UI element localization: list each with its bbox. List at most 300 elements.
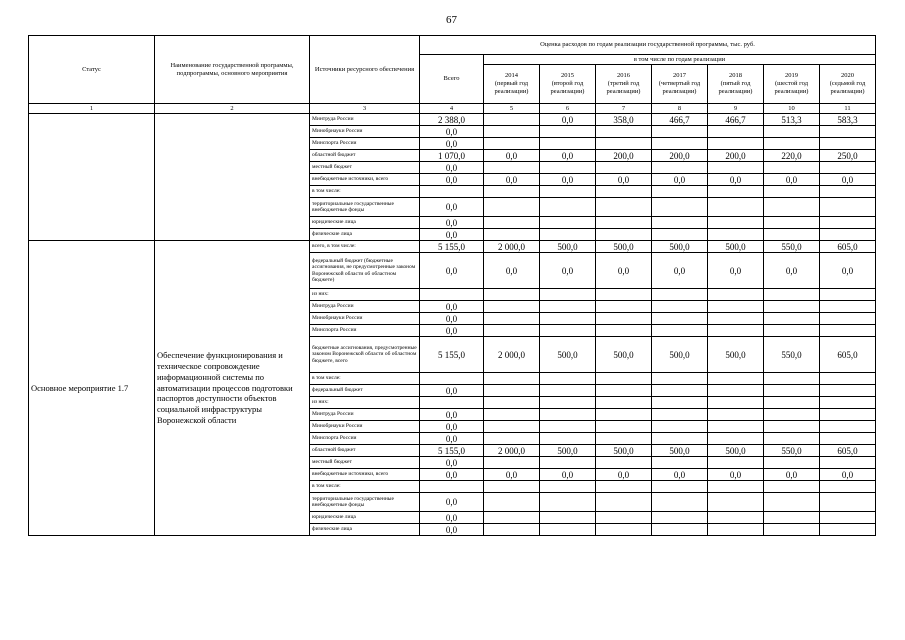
year-value-cell: 550,0	[764, 241, 820, 253]
year-value-cell	[764, 301, 820, 313]
year-value-cell	[764, 512, 820, 524]
table-body	[29, 114, 876, 536]
year-value-cell: 0,0	[764, 174, 820, 186]
source-cell: Минспорта России	[310, 433, 420, 445]
year-value-cell: 500,0	[540, 445, 596, 457]
year-value-cell	[820, 186, 876, 198]
header-by-years: в том числе по годам реализации	[484, 55, 876, 65]
year-value-cell	[820, 397, 876, 409]
total-value-cell: 0,0	[420, 313, 484, 325]
year-value-cell: 0,0	[596, 174, 652, 186]
column-number: 7	[596, 104, 652, 114]
year-value-cell	[708, 524, 764, 536]
year-value-cell	[540, 325, 596, 337]
year-value-cell	[484, 186, 540, 198]
header-name: Наименование государственной программы, подпрограммы, основного мероприятия	[155, 36, 310, 104]
year-value-cell	[708, 126, 764, 138]
year-value-cell	[708, 457, 764, 469]
source-cell: территориальные государственные внебюджетные фонды	[310, 493, 420, 512]
year-value-cell	[764, 162, 820, 174]
year-value-cell: 200,0	[708, 150, 764, 162]
year-value-cell: 0,0	[764, 469, 820, 481]
total-value-cell: 1 070,0	[420, 150, 484, 162]
year-value-cell	[484, 397, 540, 409]
year-value-cell	[540, 512, 596, 524]
table-header	[29, 36, 876, 114]
column-number: 11	[820, 104, 876, 114]
year-value-cell	[484, 138, 540, 150]
year-value-cell: 0,0	[764, 253, 820, 289]
year-value-cell	[652, 313, 708, 325]
total-value-cell: 0,0	[420, 524, 484, 536]
year-value-cell: 500,0	[708, 337, 764, 373]
year-value-cell	[652, 301, 708, 313]
source-cell: областной бюджет	[310, 150, 420, 162]
year-value-cell	[484, 457, 540, 469]
total-value-cell: 0,0	[420, 433, 484, 445]
source-cell: Минобрнауки России	[310, 313, 420, 325]
year-value-cell	[596, 313, 652, 325]
year-value-cell	[540, 126, 596, 138]
year-value-cell	[764, 126, 820, 138]
year-value-cell	[820, 385, 876, 397]
year-value-cell: 0,0	[540, 114, 596, 126]
source-cell: в том числе:	[310, 186, 420, 198]
source-cell: всего, в том числе:	[310, 241, 420, 253]
year-value-cell	[484, 409, 540, 421]
year-value-cell	[596, 289, 652, 301]
year-value-cell	[820, 512, 876, 524]
year-value-cell	[764, 138, 820, 150]
year-label: 2018	[729, 72, 742, 79]
year-value-cell	[652, 198, 708, 217]
year-value-cell	[820, 373, 876, 385]
year-value-cell	[540, 198, 596, 217]
year-value-cell	[596, 397, 652, 409]
year-value-cell: 0,0	[596, 253, 652, 289]
total-value-cell: 2 388,0	[420, 114, 484, 126]
year-value-cell: 250,0	[820, 150, 876, 162]
year-value-cell: 2 000,0	[484, 337, 540, 373]
year-value-cell	[708, 162, 764, 174]
header-sources: Источники ресурсного обеспечения	[310, 36, 420, 104]
total-value-cell	[420, 481, 484, 493]
year-value-cell	[820, 493, 876, 512]
column-number: 2	[155, 104, 310, 114]
year-value-cell	[540, 138, 596, 150]
year-value-cell	[484, 114, 540, 126]
source-cell: физические лица	[310, 229, 420, 241]
total-value-cell: 0,0	[420, 198, 484, 217]
year-value-cell	[820, 409, 876, 421]
year-value-cell	[652, 433, 708, 445]
year-value-cell	[540, 397, 596, 409]
year-value-cell	[708, 325, 764, 337]
year-value-cell	[596, 457, 652, 469]
total-value-cell: 5 155,0	[420, 241, 484, 253]
year-value-cell	[652, 385, 708, 397]
year-value-cell	[540, 229, 596, 241]
column-number: 5	[484, 104, 540, 114]
source-cell: в том числе:	[310, 373, 420, 385]
year-value-cell	[820, 289, 876, 301]
source-cell: в том числе:	[310, 481, 420, 493]
year-value-cell	[764, 524, 820, 536]
header-year	[484, 65, 540, 104]
total-value-cell: 0,0	[420, 469, 484, 481]
year-value-cell: 200,0	[652, 150, 708, 162]
year-value-cell	[484, 126, 540, 138]
year-value-cell	[708, 433, 764, 445]
year-value-cell	[820, 313, 876, 325]
total-value-cell: 0,0	[420, 385, 484, 397]
year-value-cell	[764, 457, 820, 469]
total-value-cell: 0,0	[420, 421, 484, 433]
header-year	[820, 65, 876, 104]
year-value-cell	[820, 481, 876, 493]
source-cell: федеральный бюджет (бюджетные ассигнования, не предусмотренные законом Воронежской области об областном бюджете)	[310, 253, 420, 289]
total-value-cell: 5 155,0	[420, 445, 484, 457]
year-value-cell	[820, 433, 876, 445]
year-value-cell	[708, 385, 764, 397]
year-label: 2016	[617, 72, 630, 79]
year-note: (первый год реализации)	[494, 80, 529, 95]
source-cell: Минспорта России	[310, 138, 420, 150]
year-value-cell	[764, 289, 820, 301]
year-value-cell	[652, 457, 708, 469]
year-value-cell	[820, 457, 876, 469]
header-year	[652, 65, 708, 104]
year-value-cell: 500,0	[596, 241, 652, 253]
budget-table	[28, 35, 876, 536]
source-cell: местный бюджет	[310, 457, 420, 469]
year-value-cell: 0,0	[820, 469, 876, 481]
year-label: 2015	[561, 72, 574, 79]
source-cell: юридические лица	[310, 217, 420, 229]
year-value-cell	[540, 493, 596, 512]
year-note: (пятый год реализации)	[718, 80, 753, 95]
year-value-cell	[820, 301, 876, 313]
total-value-cell: 0,0	[420, 493, 484, 512]
year-value-cell	[652, 186, 708, 198]
year-value-cell	[596, 481, 652, 493]
year-value-cell	[596, 301, 652, 313]
year-value-cell: 500,0	[540, 337, 596, 373]
year-value-cell	[596, 493, 652, 512]
total-value-cell: 0,0	[420, 512, 484, 524]
year-value-cell	[764, 229, 820, 241]
year-value-cell	[764, 493, 820, 512]
total-value-cell: 0,0	[420, 253, 484, 289]
source-cell: областной бюджет	[310, 445, 420, 457]
year-value-cell: 500,0	[540, 241, 596, 253]
year-value-cell: 0,0	[596, 469, 652, 481]
year-value-cell	[708, 138, 764, 150]
year-value-cell	[596, 138, 652, 150]
year-value-cell	[596, 198, 652, 217]
column-number: 8	[652, 104, 708, 114]
year-value-cell: 605,0	[820, 337, 876, 373]
program-name-cell	[155, 114, 310, 241]
year-value-cell	[540, 217, 596, 229]
year-value-cell	[540, 524, 596, 536]
year-value-cell	[820, 126, 876, 138]
year-value-cell	[652, 162, 708, 174]
total-value-cell: 5 155,0	[420, 337, 484, 373]
year-value-cell: 0,0	[708, 253, 764, 289]
year-value-cell: 2 000,0	[484, 241, 540, 253]
year-value-cell: 0,0	[540, 150, 596, 162]
year-value-cell	[820, 198, 876, 217]
source-cell: федеральный бюджет	[310, 385, 420, 397]
year-value-cell	[708, 198, 764, 217]
total-value-cell: 0,0	[420, 174, 484, 186]
year-value-cell: 0,0	[652, 253, 708, 289]
year-value-cell	[540, 457, 596, 469]
total-value-cell: 0,0	[420, 162, 484, 174]
year-value-cell	[596, 373, 652, 385]
year-value-cell: 0,0	[540, 174, 596, 186]
year-value-cell: 466,7	[708, 114, 764, 126]
year-value-cell	[652, 289, 708, 301]
year-value-cell: 0,0	[652, 469, 708, 481]
year-value-cell	[484, 433, 540, 445]
table-row	[29, 241, 876, 253]
year-note: (седьмой год реализации)	[829, 80, 866, 95]
total-value-cell: 0,0	[420, 138, 484, 150]
year-note: (второй год реализации)	[550, 80, 585, 95]
year-value-cell	[764, 186, 820, 198]
year-value-cell	[764, 313, 820, 325]
year-value-cell: 550,0	[764, 337, 820, 373]
year-value-cell	[652, 217, 708, 229]
year-value-cell: 550,0	[764, 445, 820, 457]
year-value-cell: 0,0	[540, 469, 596, 481]
source-cell: внебюджетные источники, всего	[310, 469, 420, 481]
total-value-cell: 0,0	[420, 217, 484, 229]
year-value-cell	[708, 481, 764, 493]
year-value-cell	[708, 421, 764, 433]
year-value-cell	[764, 217, 820, 229]
year-value-cell	[652, 325, 708, 337]
year-value-cell	[596, 433, 652, 445]
total-value-cell: 0,0	[420, 229, 484, 241]
source-cell: бюджетные ассигнования, предусмотренные законом Воронежской области об областном бюджете, всего	[310, 337, 420, 373]
header-year	[596, 65, 652, 104]
header-total: Всего	[420, 55, 484, 104]
year-value-cell	[540, 301, 596, 313]
year-value-cell	[540, 373, 596, 385]
year-value-cell	[820, 138, 876, 150]
year-value-cell: 583,3	[820, 114, 876, 126]
year-value-cell	[652, 229, 708, 241]
year-value-cell	[652, 397, 708, 409]
year-value-cell	[708, 313, 764, 325]
year-value-cell	[652, 126, 708, 138]
year-value-cell: 0,0	[484, 469, 540, 481]
source-cell: физические лица	[310, 524, 420, 536]
column-number: 6	[540, 104, 596, 114]
source-cell: из них:	[310, 397, 420, 409]
year-value-cell	[764, 198, 820, 217]
year-value-cell	[484, 481, 540, 493]
source-cell: Минспорта России	[310, 325, 420, 337]
year-value-cell	[596, 186, 652, 198]
year-value-cell: 605,0	[820, 445, 876, 457]
header-status: Статус	[29, 36, 155, 104]
total-value-cell: 0,0	[420, 457, 484, 469]
page-number: 67	[446, 14, 457, 26]
column-number: 3	[310, 104, 420, 114]
year-value-cell	[540, 385, 596, 397]
year-value-cell	[708, 373, 764, 385]
year-value-cell	[708, 493, 764, 512]
header-year	[708, 65, 764, 104]
header-estimate: Оценка расходов по годам реализации государственной программы, тыс. руб.	[420, 36, 876, 55]
header-year	[540, 65, 596, 104]
year-value-cell	[652, 481, 708, 493]
year-label: 2014	[505, 72, 518, 79]
year-value-cell: 0,0	[820, 174, 876, 186]
source-cell: Минтруда России	[310, 409, 420, 421]
year-value-cell	[708, 301, 764, 313]
year-value-cell	[820, 524, 876, 536]
year-value-cell	[540, 481, 596, 493]
year-value-cell	[540, 162, 596, 174]
source-cell: внебюджетные источники, всего	[310, 174, 420, 186]
year-value-cell: 0,0	[540, 253, 596, 289]
year-value-cell	[484, 301, 540, 313]
year-value-cell	[708, 186, 764, 198]
total-value-cell: 0,0	[420, 409, 484, 421]
source-cell: Минобрнауки России	[310, 126, 420, 138]
year-value-cell: 500,0	[708, 241, 764, 253]
year-value-cell	[652, 493, 708, 512]
year-value-cell	[708, 229, 764, 241]
year-value-cell	[764, 433, 820, 445]
year-value-cell	[484, 313, 540, 325]
year-value-cell	[540, 409, 596, 421]
header-year	[764, 65, 820, 104]
year-value-cell	[764, 385, 820, 397]
year-value-cell	[652, 409, 708, 421]
year-label: 2017	[673, 72, 686, 79]
year-value-cell	[764, 325, 820, 337]
year-value-cell	[764, 421, 820, 433]
total-value-cell	[420, 397, 484, 409]
table-row	[29, 114, 876, 126]
year-value-cell	[484, 217, 540, 229]
year-value-cell	[820, 325, 876, 337]
year-value-cell: 200,0	[596, 150, 652, 162]
column-number: 4	[420, 104, 484, 114]
year-value-cell	[708, 512, 764, 524]
year-value-cell	[596, 217, 652, 229]
year-value-cell	[708, 397, 764, 409]
year-value-cell	[764, 373, 820, 385]
year-value-cell	[484, 524, 540, 536]
year-note: (шестой год реализации)	[774, 80, 809, 95]
total-value-cell: 0,0	[420, 301, 484, 313]
year-value-cell	[484, 325, 540, 337]
year-value-cell	[596, 162, 652, 174]
year-value-cell	[484, 493, 540, 512]
source-cell: юридические лица	[310, 512, 420, 524]
source-cell: Минтруда России	[310, 114, 420, 126]
year-value-cell	[764, 397, 820, 409]
total-value-cell	[420, 289, 484, 301]
year-value-cell	[540, 289, 596, 301]
year-value-cell	[596, 385, 652, 397]
year-value-cell	[596, 126, 652, 138]
year-value-cell	[764, 409, 820, 421]
year-value-cell	[820, 162, 876, 174]
year-value-cell	[652, 421, 708, 433]
source-cell: местный бюджет	[310, 162, 420, 174]
year-value-cell: 0,0	[820, 253, 876, 289]
year-value-cell	[596, 325, 652, 337]
year-value-cell: 0,0	[708, 174, 764, 186]
year-value-cell: 358,0	[596, 114, 652, 126]
year-value-cell	[596, 421, 652, 433]
total-value-cell	[420, 186, 484, 198]
year-value-cell: 220,0	[764, 150, 820, 162]
total-value-cell: 0,0	[420, 126, 484, 138]
year-value-cell: 500,0	[652, 445, 708, 457]
year-value-cell: 0,0	[484, 253, 540, 289]
year-label: 2019	[785, 72, 798, 79]
year-value-cell	[652, 373, 708, 385]
year-value-cell	[596, 409, 652, 421]
year-value-cell: 2 000,0	[484, 445, 540, 457]
year-value-cell	[484, 289, 540, 301]
year-value-cell	[484, 421, 540, 433]
year-value-cell	[540, 313, 596, 325]
year-value-cell: 0,0	[652, 174, 708, 186]
year-value-cell	[540, 186, 596, 198]
year-value-cell	[484, 373, 540, 385]
column-number: 10	[764, 104, 820, 114]
year-value-cell	[820, 217, 876, 229]
year-value-cell: 500,0	[708, 445, 764, 457]
year-value-cell	[484, 229, 540, 241]
year-value-cell	[596, 229, 652, 241]
year-value-cell	[484, 385, 540, 397]
year-value-cell: 513,3	[764, 114, 820, 126]
year-value-cell	[708, 217, 764, 229]
year-value-cell	[708, 409, 764, 421]
program-name-cell: Обеспечение функционирования и техническое сопровождение информационной системы по автоматизации процессов подготовки паспортов доступности объектов социальной инфраструктуры Воронежской области	[155, 241, 310, 536]
year-value-cell	[652, 512, 708, 524]
column-number: 1	[29, 104, 155, 114]
year-value-cell	[540, 421, 596, 433]
year-value-cell: 500,0	[596, 445, 652, 457]
year-note: (третий год реализации)	[606, 80, 641, 95]
year-value-cell: 0,0	[484, 174, 540, 186]
year-value-cell: 605,0	[820, 241, 876, 253]
source-cell: территориальные государственные внебюджетные фонды	[310, 198, 420, 217]
year-value-cell	[484, 512, 540, 524]
year-value-cell: 500,0	[652, 337, 708, 373]
year-value-cell: 500,0	[652, 241, 708, 253]
year-value-cell: 466,7	[652, 114, 708, 126]
year-note: (четвертый год реализации)	[658, 80, 701, 95]
status-cell: Основное мероприятие 1.7	[29, 241, 155, 536]
year-value-cell	[540, 433, 596, 445]
year-value-cell	[484, 162, 540, 174]
total-value-cell: 0,0	[420, 325, 484, 337]
year-value-cell: 500,0	[596, 337, 652, 373]
